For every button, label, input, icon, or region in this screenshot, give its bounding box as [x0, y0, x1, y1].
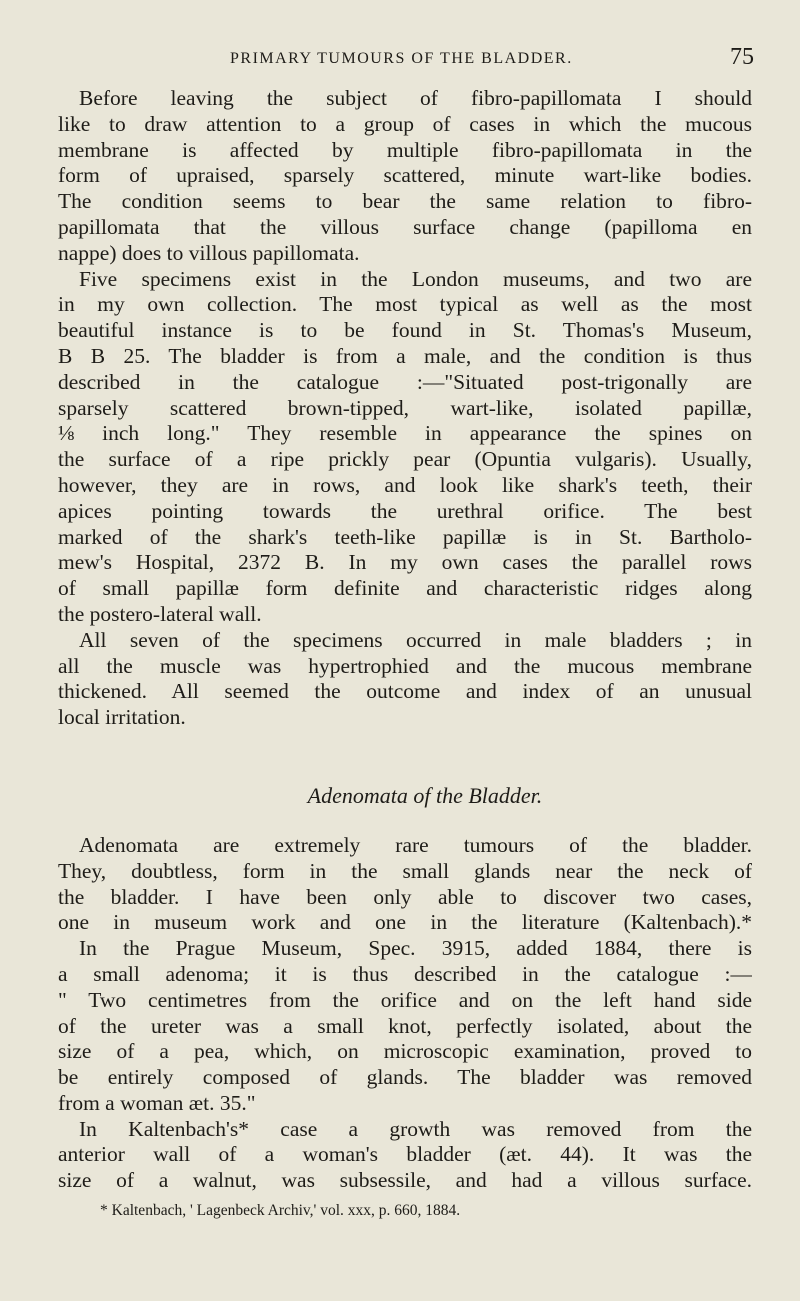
text-line: the surface of a ripe prickly pear (Opuntia vulgaris). Usually, [58, 447, 752, 472]
text-line: All seven of the specimens occurred in male bladders ; in [79, 627, 752, 652]
text-line: a small adenoma; it is thus described in the catalogue :— [58, 961, 752, 986]
page-number: 75 [730, 44, 754, 70]
text-line: Five specimens exist in the London museums, and two are [79, 266, 752, 291]
text-line: local irritation. [58, 705, 186, 730]
text-line: the bladder. I have been only able to discover two cases, [58, 884, 752, 909]
text-line: in my own collection. The most typical as well as the most [58, 292, 752, 317]
spacer [58, 731, 752, 781]
text-line: In Kaltenbach's* case a growth was removed from the [79, 1116, 752, 1141]
text-line: like to draw attention to a group of cases in which the mucous [58, 111, 752, 136]
text-line: ⅛ inch long." They resemble in appearance the spines on [58, 421, 752, 446]
spacer [58, 811, 752, 833]
text-line: anterior wall of a woman's bladder (æt. 44). It was the [58, 1142, 752, 1167]
text-line: apices pointing towards the urethral orifice. The best [58, 498, 752, 523]
text-line: papillomata that the villous surface change (papilloma en [58, 214, 752, 239]
text-line: be entirely composed of glands. The bladder was removed [58, 1065, 752, 1090]
text-line: size of a walnut, was subsessile, and had a villous surface. [58, 1168, 752, 1193]
body-text [58, 86, 752, 1222]
text-line: B B 25. The bladder is from a male, and the condition is thus [58, 343, 752, 368]
text-line: beautiful instance is to be found in St. Thomas's Museum, [58, 318, 752, 343]
text-line: one in museum work and one in the literature (Kaltenbach).* [58, 910, 752, 935]
text-line: the postero-lateral wall. [58, 601, 262, 626]
text-line: The condition seems to bear the same relation to fibro- [58, 189, 752, 214]
text-line: nappe) does to villous papillomata. [58, 240, 360, 265]
text-line: In the Prague Museum, Spec. 3915, added 1884, there is [79, 936, 752, 961]
text-line: marked of the shark's teeth-like papillæ is in St. Bartholo- [58, 524, 752, 549]
running-head [0, 44, 800, 78]
text-line: Before leaving the subject of fibro-papillomata I should [79, 86, 752, 110]
text-line: thickened. All seemed the outcome and index of an unusual [58, 679, 752, 704]
footnote: * Kaltenbach, ' Lagenbeck Archiv,' vol. xxx, p. 660, 1884. [100, 1202, 461, 1220]
text-line: size of a pea, which, on microscopic examination, proved to [58, 1039, 752, 1064]
text-line: of small papillæ form definite and characteristic ridges along [58, 576, 752, 601]
text-line: sparsely scattered brown-tipped, wart-like, isolated papillæ, [58, 395, 752, 420]
section-heading: Adenomata of the Bladder. [307, 782, 543, 808]
text-line: form of upraised, sparsely scattered, minute wart-like bodies. [58, 163, 752, 188]
text-line: from a woman æt. 35." [58, 1090, 256, 1115]
text-line: mew's Hospital, 2372 B. In my own cases the parallel rows [58, 550, 752, 575]
text-line: described in the catalogue :—"Situated post-trigonally are [58, 369, 752, 394]
text-line: all the muscle was hypertrophied and the mucous membrane [58, 653, 752, 678]
text-line: " Two centimetres from the orifice and on the left hand side [58, 987, 752, 1012]
text-line: Adenomata are extremely rare tumours of the bladder. [79, 832, 752, 857]
text-line: however, they are in rows, and look like shark's teeth, their [58, 472, 752, 497]
running-title: PRIMARY TUMOURS OF THE BLADDER. [230, 50, 573, 67]
text-line: They, doubtless, form in the small glands near the neck of [58, 858, 752, 883]
text-line: of the ureter was a small knot, perfectly isolated, about the [58, 1013, 752, 1038]
text-line: membrane is affected by multiple fibro-papillomata in the [58, 137, 752, 162]
